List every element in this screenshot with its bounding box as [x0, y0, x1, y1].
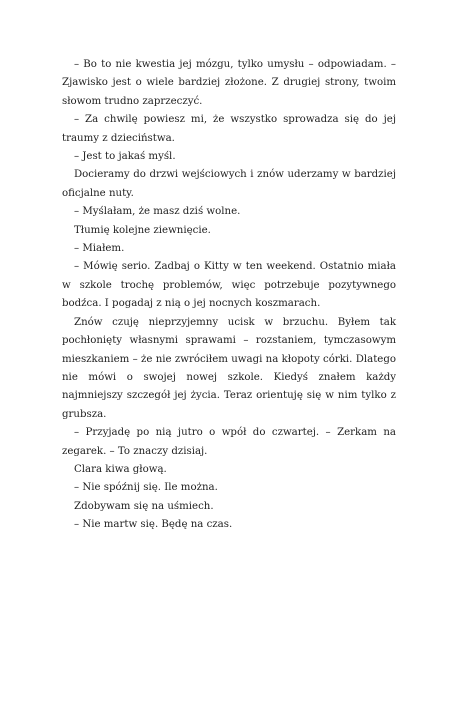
paragraph-11: Clara kiwa głową.	[74, 463, 167, 475]
paragraph-13: Zdobywam się na uśmiech.	[74, 500, 214, 512]
paragraph-6: Tłumię kolejne ziewnięcie.	[74, 224, 211, 236]
paragraph-7: – Miałem.	[74, 243, 125, 255]
paragraph-5: – Myślałam, że masz dziś wolne.	[74, 206, 241, 218]
page-body-text	[62, 56, 396, 535]
paragraph-8: – Mówię serio. Zadbaj o Kitty w ten weekend. Ostatnio miała w szkole trochę problemów, więc potrzebuje pozytywnego bodźca. I pogadaj z nią o jej nocnych koszmarach.	[62, 261, 396, 310]
paragraph-4: Docieramy do drzwi wejściowych i znów uderzamy w bardziej oficjalne nuty.	[62, 169, 396, 199]
paragraph-3: – Jest to jakaś myśl.	[74, 151, 176, 163]
paragraph-2: – Za chwilę powiesz mi, że wszystko sprowadza się do jej traumy z dzieciństwa.	[62, 114, 396, 144]
paragraph-12: – Nie spóźnij się. Ile można.	[74, 482, 218, 494]
paragraph-1: – Bo to nie kwestia jej mózgu, tylko umysłu – odpowiadam. – Zjawisko jest o wiele bardziej złożone. Z drugiej strony, twoim słowom trudno zaprzeczyć.	[62, 59, 396, 107]
paragraph-14: – Nie martw się. Będę na czas.	[74, 519, 233, 531]
paragraph-9: Znów czuję nieprzyjemny ucisk w brzuchu. Byłem tak pochłonięty własnymi sprawami – rozstaniem, tymczasowym mieszkaniem – że nie zwróciłem uwagi na kłopoty córki. Dlatego nie mówi o swojej nowej szkole. Kiedyś znałem każdy najmniejszy szczegół jej życia. Teraz orientuję się w nim tylko z grubsza.	[62, 316, 396, 420]
paragraph-10: – Przyjadę po nią jutro o wpół do czwartej. – Zerkam na zegarek. – To znaczy dzisiaj.	[62, 427, 396, 457]
